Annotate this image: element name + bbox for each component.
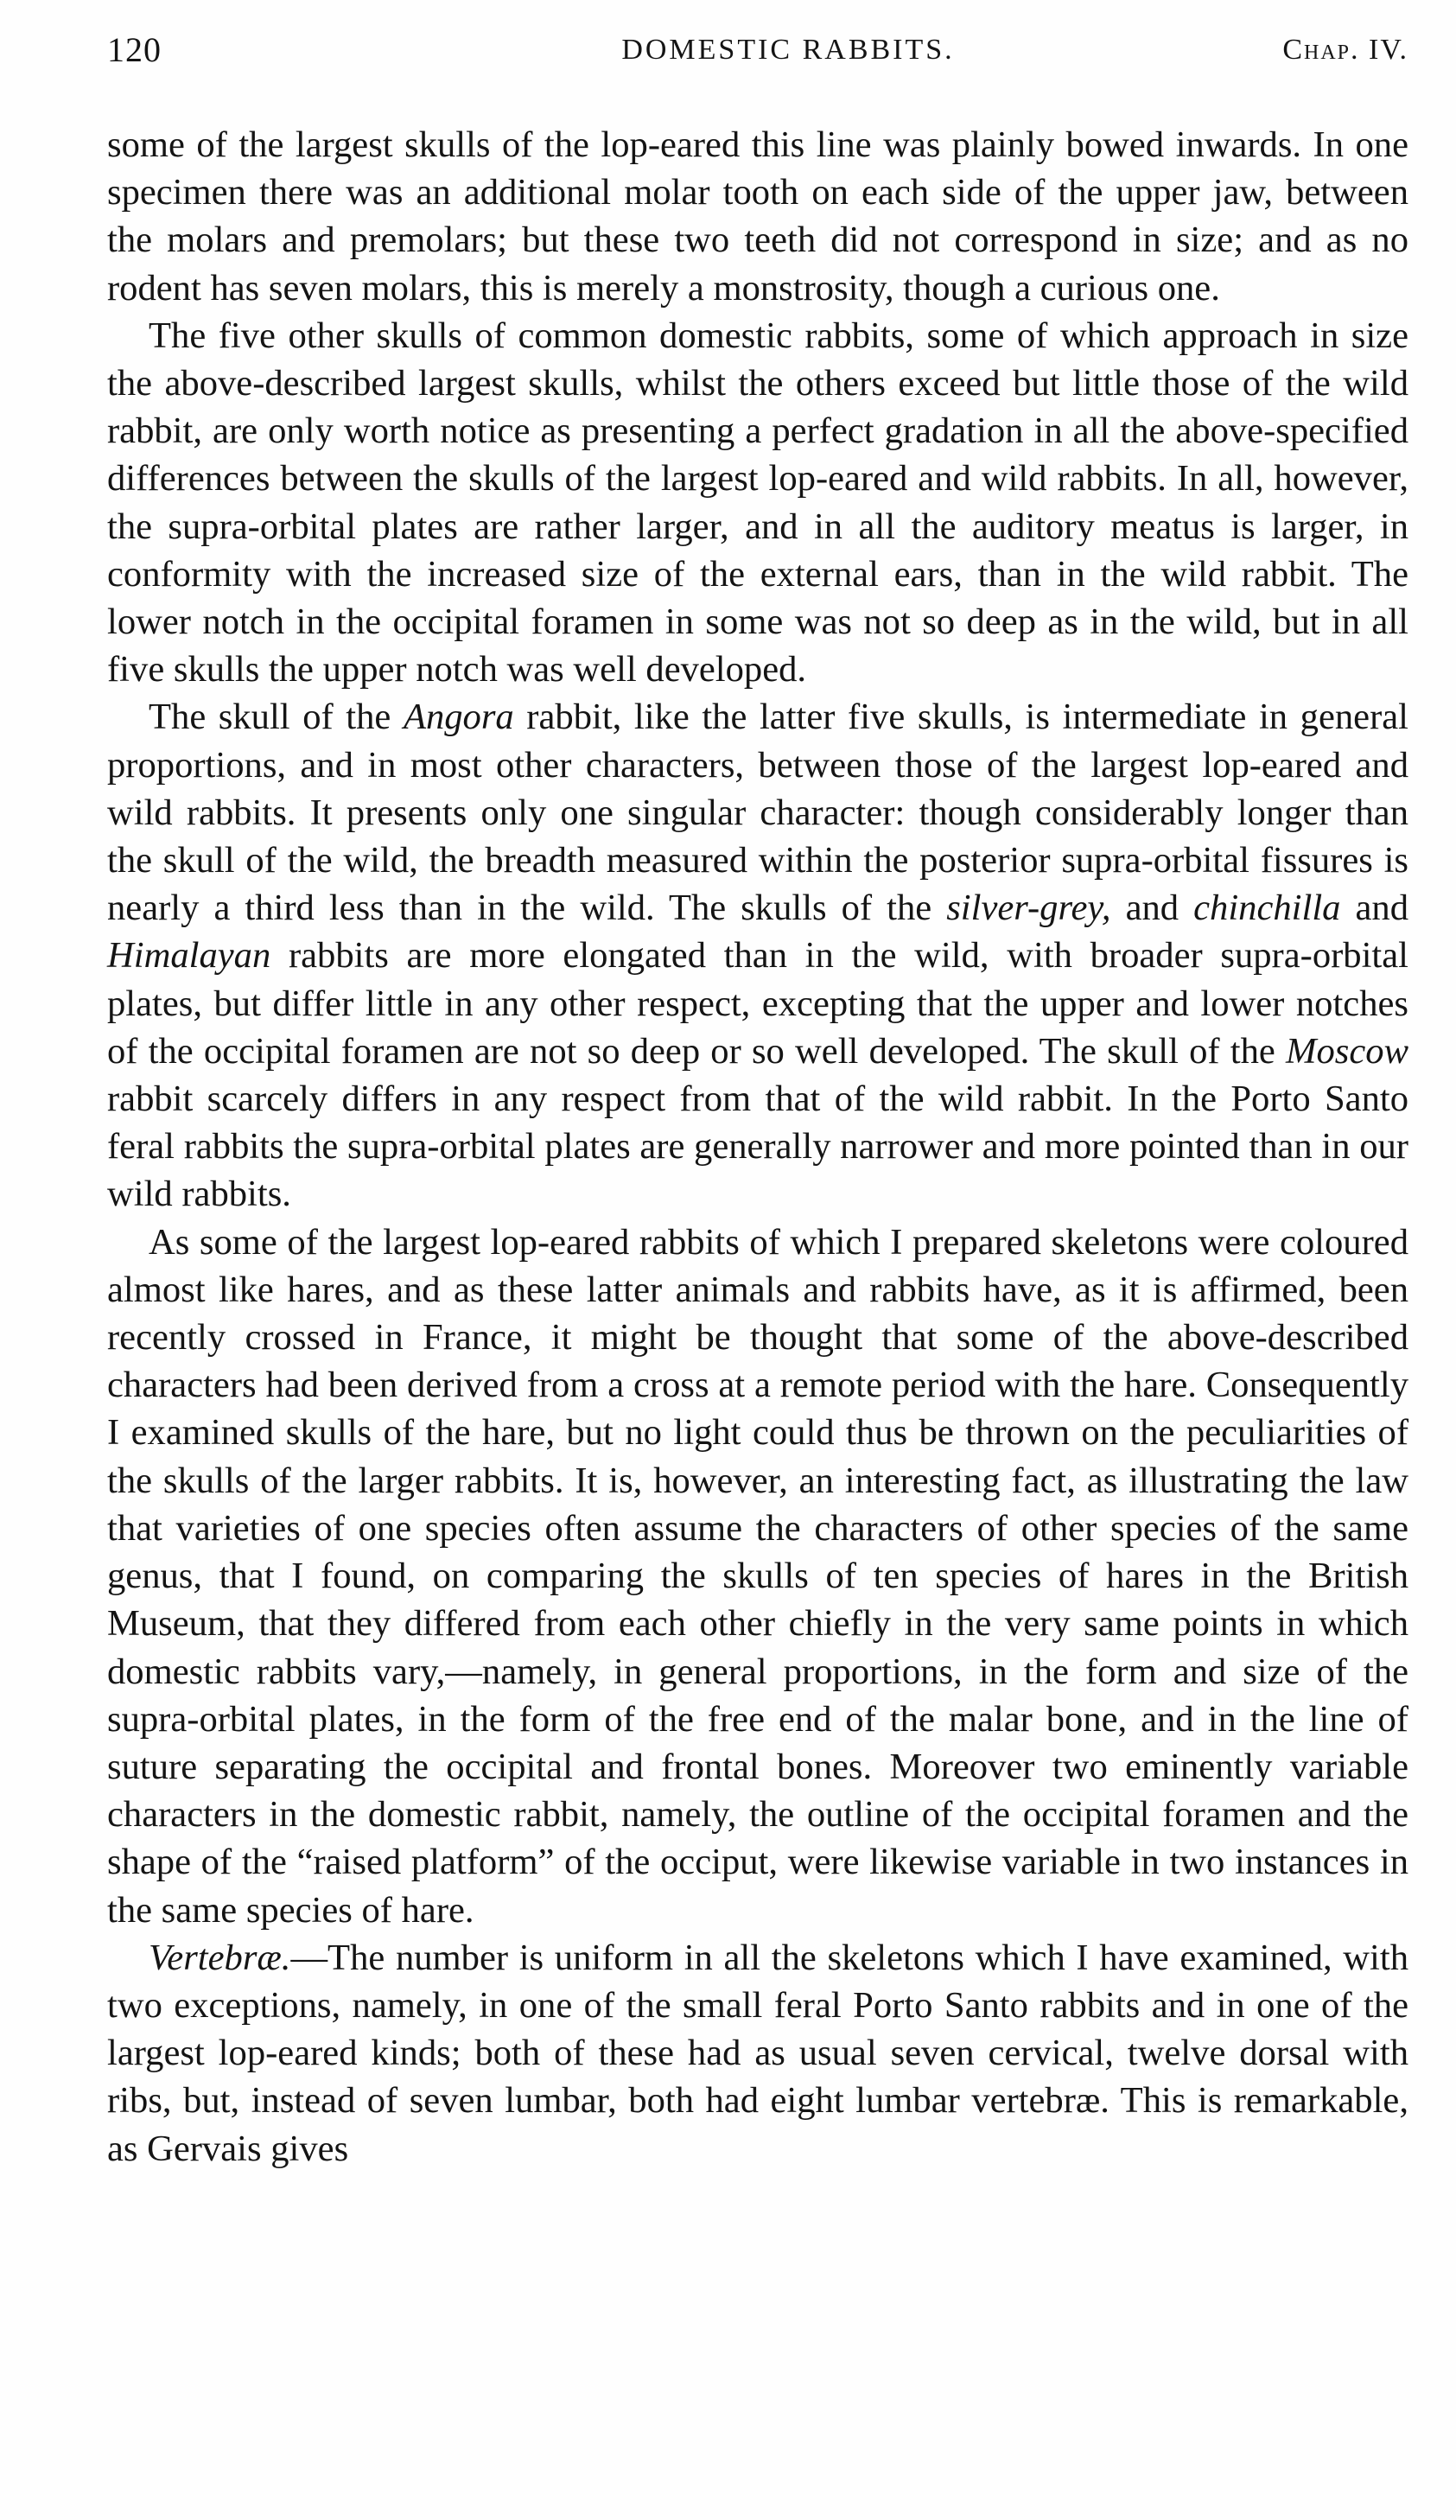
italic-text: Himalayan <box>107 935 271 977</box>
italic-text: Angora <box>403 697 514 738</box>
paragraph-p5 <box>107 1934 1408 2173</box>
text-run: rabbit scarcely differs in any respect from that of the wild rabbit. In the Porto Santo feral rabbits the supra-orbital plates are generally narrower and more pointed than in our wild rabbits. <box>107 1079 1408 1215</box>
body-text <box>107 121 1408 2173</box>
text-run: The five other skulls of common domestic rabbits, some of which approach in size the above-described largest skulls, whilst the others exceed but little those of the wild rabbit, are only worth notice as presenting a perfect gradation in all the above-specified differences between the skulls of the largest lop-eared and wild rabbits. In all, however, the supra-orbital plates are rather larger, and in all the auditory meatus is larger, in conformity with the increased size of the external ears, than in the wild rabbit. The lower notch in the occipital foramen in some was not so deep as in the wild, but in all five skulls the upper notch was well developed. <box>107 315 1408 690</box>
text-run: some of the largest skulls of the lop-eared this line was plainly bowed inwards. In one specimen there was an additional molar tooth on each side of the upper jaw, between the molars and premolars; but these two teeth did not correspond in size; and as no rodent has seven molars, this is merely a monstrosity, though a curious one. <box>107 124 1408 309</box>
text-run: The skull of the <box>149 697 404 738</box>
text-run: As some of the largest lop-eared rabbits of which I prepared skeletons were coloured almost like hares, and as these latter animals and rabbits have, as it is affirmed, been recently crossed in France, it might be thought that some of the above-described characters had been derived from a cross at a remote period with the hare. Consequently I examined skulls of the hare, but no light could thus be thrown on the peculiarities of the skulls of the larger rabbits. It is, however, an interesting fact, as illustrating the law that varieties of one species often assume the characters of other species of the same genus, that I found, on comparing the skulls of ten species of hares in the British Museum, that they differed from each other chiefly in the very same points in which domestic rabbits vary,—namely, in general proportions, in the form and size of the supra-orbital plates, in the form of the free end of the malar bone, and in the line of suture separating the occipital and frontal bones. Moreover two eminently variable characters in the domestic rabbit, namely, the outline of the occipital foramen and the shape of the “raised platform” of the occiput, were likewise variable in two instances in the same species of hare. <box>107 1221 1408 1931</box>
paragraph-p3 <box>107 693 1408 1218</box>
italic-text: chinchilla <box>1193 888 1341 929</box>
chapter-label: Chap. IV. <box>1282 34 1408 66</box>
italic-text: Vertebræ. <box>149 1937 291 1978</box>
text-run: and <box>1110 888 1194 929</box>
text-run: rabbit, like the latter five skulls, is intermediate in general proportions, and in most other characters, between those of the largest lop-eared and wild rabbits. It presents only one singular character: though considerably longer than the skull of the wild, the breadth measured within the posterior supra-orbital fissures is nearly a third less than in the wild. The skulls of the <box>107 697 1409 929</box>
text-run: and <box>1340 888 1408 929</box>
paragraph-p4 <box>107 1219 1408 1934</box>
book-title: DOMESTIC RABBITS. <box>621 34 955 66</box>
text-run: —The number is uniform in all the skeletons which I have examined, with two exceptions, namely, in one of the small feral Porto Santo rabbits and in one of the largest lop-eared kinds; both of these had as usual seven cervical, twelve dorsal with ribs, but, instead of seven lumbar, both had eight lumbar vertebræ. This is remarkable, as Gervais gives <box>107 1937 1408 2169</box>
running-head <box>107 24 1408 76</box>
text-run: rabbits are more elongated than in the wild, with broader supra-orbital plates, but differ little in any other respect, excepting that the upper and lower notches of the occipital foramen are not so deep or so well developed. The skull of the <box>107 935 1408 1072</box>
italic-text: silver-grey, <box>946 888 1111 929</box>
paragraph-p2 <box>107 312 1408 694</box>
page-number: 120 <box>107 30 162 69</box>
italic-text: Moscow <box>1286 1030 1408 1072</box>
paragraph-p1 <box>107 121 1408 312</box>
